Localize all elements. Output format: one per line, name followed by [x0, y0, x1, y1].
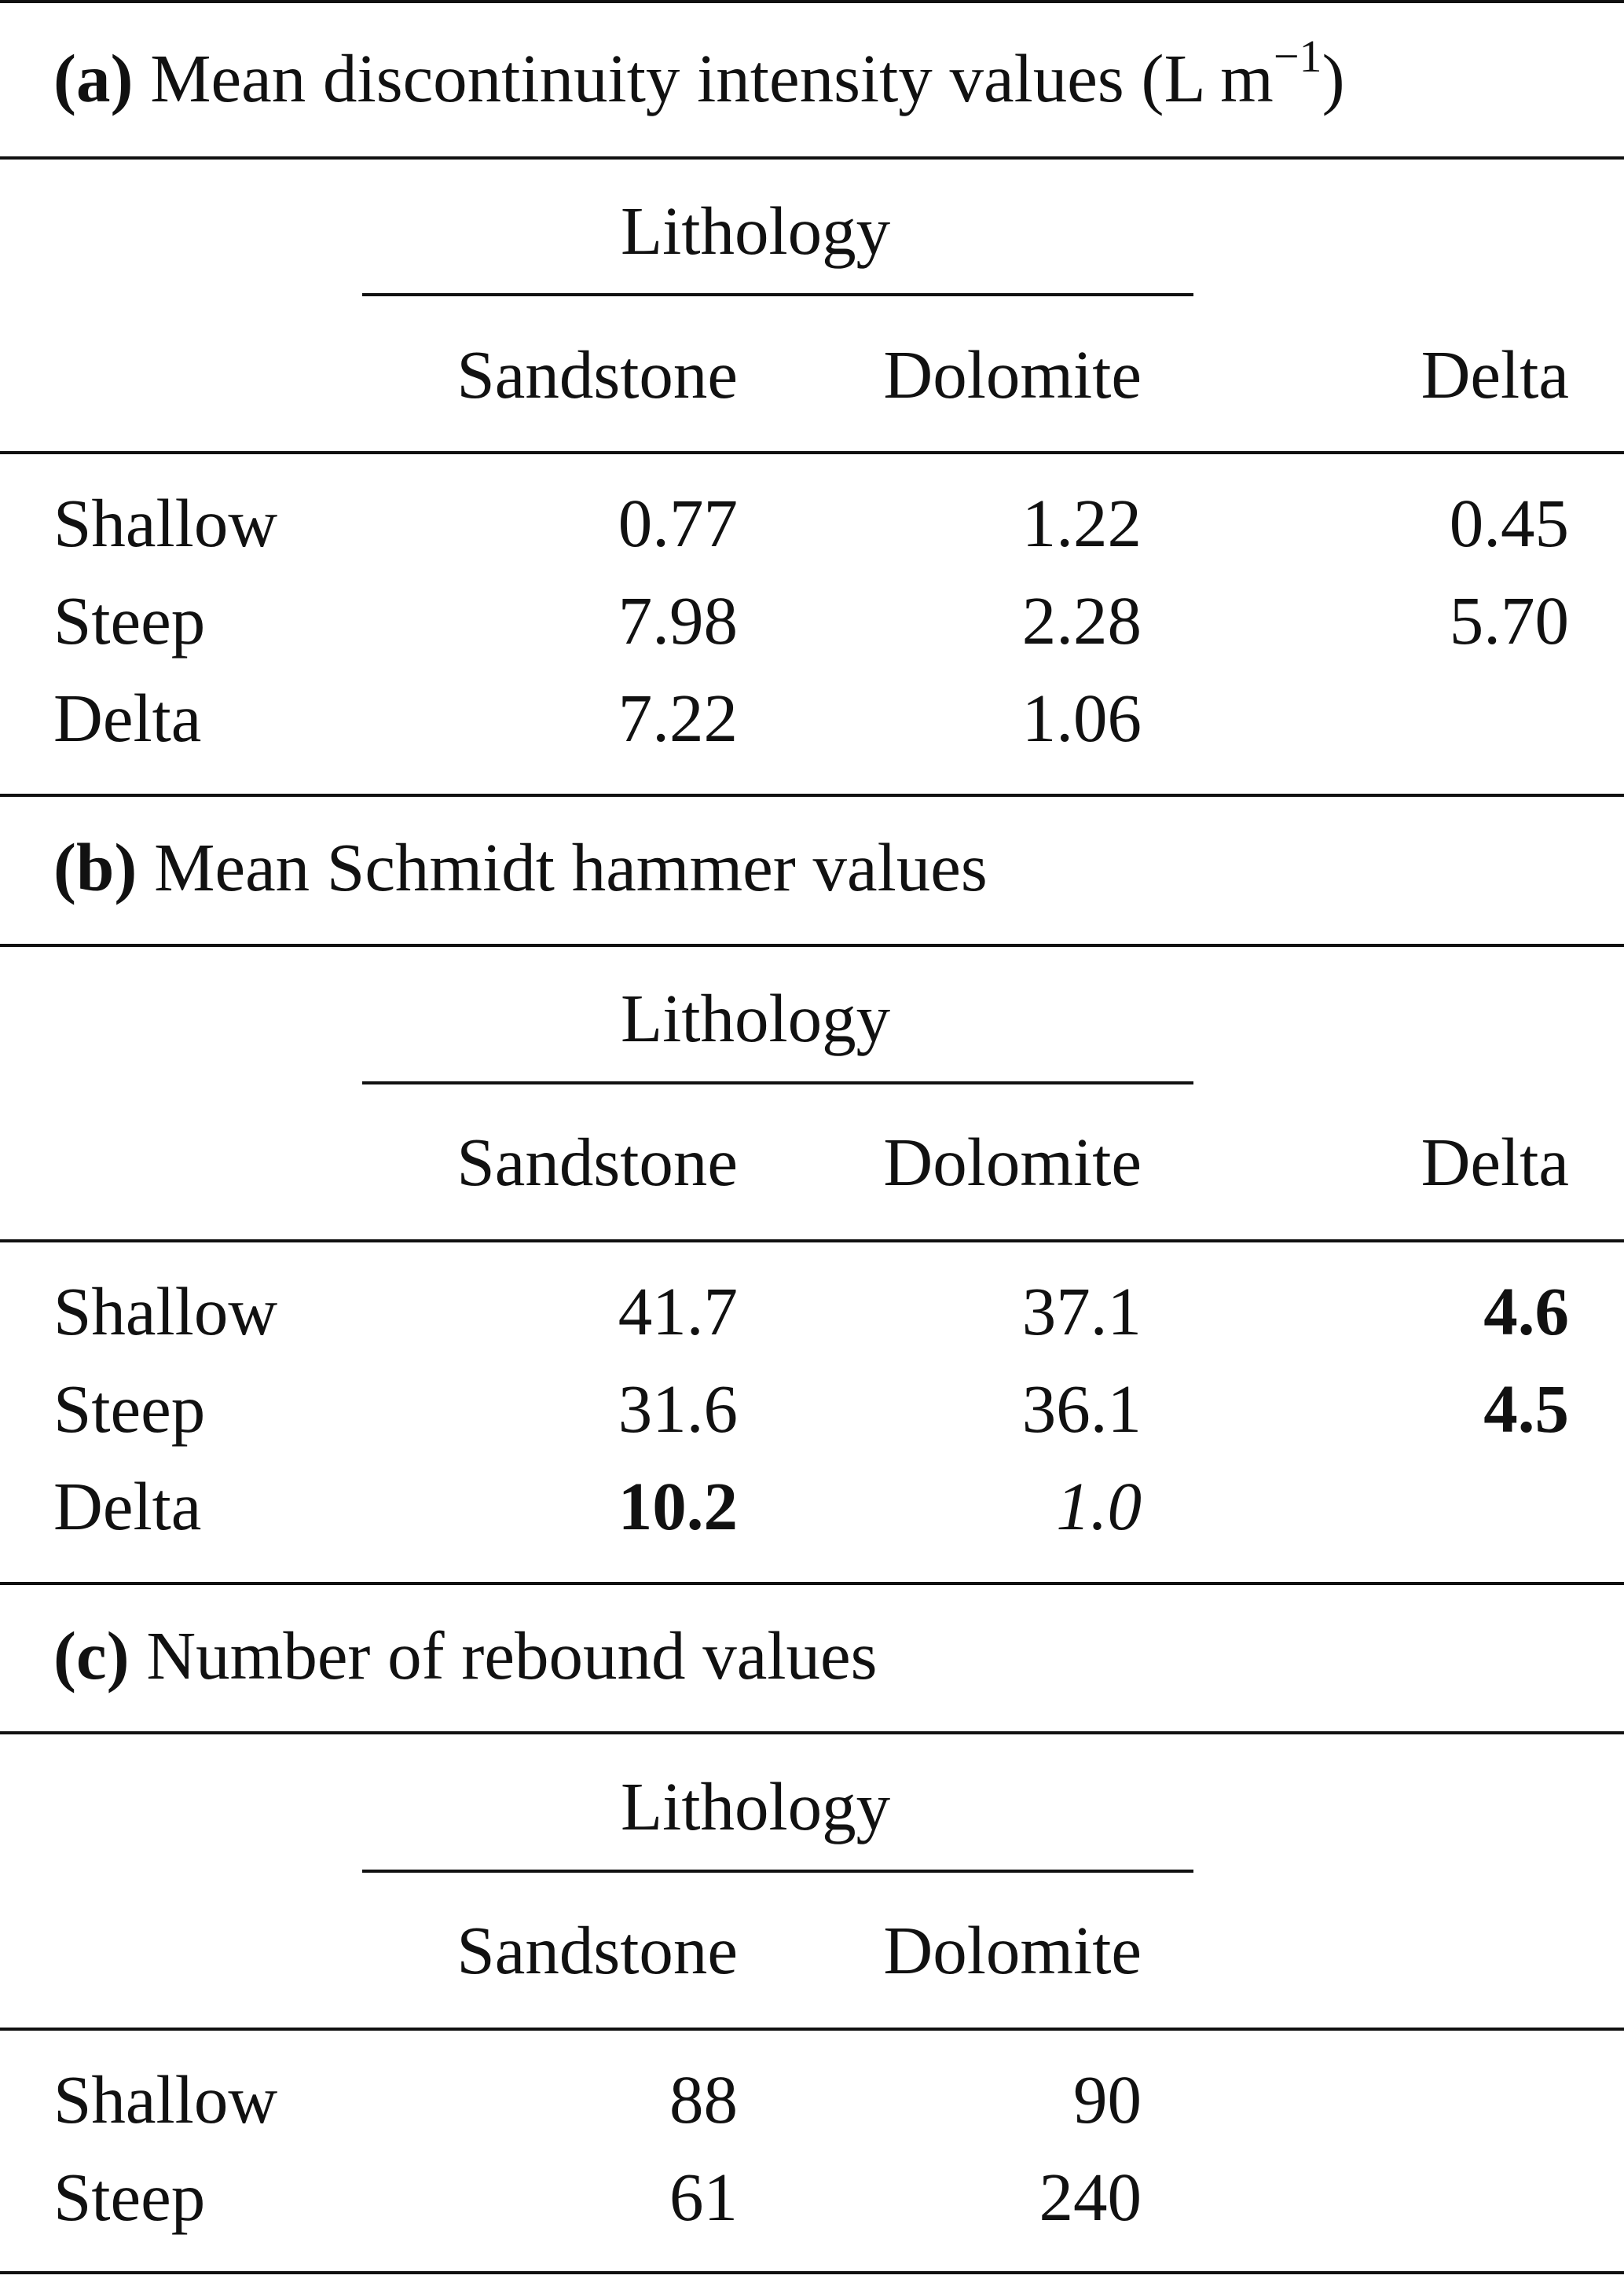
table-cell: 4.5 — [1483, 1371, 1569, 1447]
table-cell: 90 — [1073, 2061, 1142, 2138]
top-rule — [0, 0, 1624, 3]
section-b-label: (b) — [53, 829, 137, 905]
table-cell: 37.1 — [1021, 1273, 1142, 1349]
section-a-row-delta: Delta — [53, 680, 202, 756]
unit-superscript: −1 — [1273, 31, 1322, 82]
table-cell: 88 — [669, 2061, 738, 2138]
table-cell: 7.98 — [618, 582, 738, 659]
section-b-title-text: Mean Schmidt hammer values — [154, 829, 988, 905]
table-cell: 2.28 — [1021, 582, 1142, 659]
section-c-lithology-rule — [362, 1870, 1193, 1873]
section-b-title — [53, 829, 988, 905]
section-c-label: (c) — [53, 1617, 130, 1694]
section-b-row-shallow: Shallow — [53, 1273, 278, 1349]
section-b-lithology-header: Lithology — [621, 980, 891, 1056]
section-c-header-rule — [0, 2028, 1624, 2031]
section-c-col-dolomite: Dolomite — [883, 1912, 1142, 1988]
section-b-col-sandstone: Sandstone — [456, 1124, 738, 1200]
section-c-row-steep: Steep — [53, 2159, 206, 2235]
section-a-title-rule — [0, 156, 1624, 160]
table-cell: 1.06 — [1021, 680, 1142, 756]
section-c-row-shallow: Shallow — [53, 2061, 278, 2138]
section-c-lithology-header: Lithology — [621, 1768, 891, 1844]
section-a-col-delta: Delta — [1421, 336, 1569, 413]
section-a-header-rule — [0, 451, 1624, 454]
section-b-lithology-rule — [362, 1081, 1193, 1084]
table-cell: 240 — [1039, 2159, 1142, 2235]
section-a-label: (a) — [53, 40, 134, 116]
section-c-col-sandstone: Sandstone — [456, 1912, 738, 1988]
section-a-title — [53, 31, 1345, 116]
section-b-bottom-rule — [0, 1582, 1624, 1585]
table-cell: 10.2 — [618, 1468, 738, 1544]
table-cell: 4.6 — [1483, 1273, 1569, 1349]
section-a-title-close: ) — [1322, 40, 1345, 116]
bottom-rule — [0, 2271, 1624, 2274]
section-a-title-text: Mean discontinuity intensity values (L m — [150, 40, 1274, 116]
table-cell: 7.22 — [618, 680, 738, 756]
section-b-title-rule — [0, 944, 1624, 947]
table-cell: 1.22 — [1021, 485, 1142, 561]
section-b-row-delta: Delta — [53, 1468, 202, 1544]
section-a-lithology-header: Lithology — [621, 193, 891, 269]
table-cell: 61 — [669, 2159, 738, 2235]
section-a-bottom-rule — [0, 794, 1624, 797]
table-cell: 5.70 — [1449, 582, 1569, 659]
section-b-col-delta: Delta — [1421, 1124, 1569, 1200]
section-a-col-sandstone: Sandstone — [456, 336, 738, 413]
table-cell: 0.45 — [1449, 485, 1569, 561]
section-a-row-shallow: Shallow — [53, 485, 278, 561]
section-a-lithology-rule — [362, 293, 1193, 296]
table-cell: 31.6 — [618, 1371, 738, 1447]
section-a-col-dolomite: Dolomite — [883, 336, 1142, 413]
section-a-row-steep: Steep — [53, 582, 206, 659]
section-b-header-rule — [0, 1239, 1624, 1242]
table-cell: 41.7 — [618, 1273, 738, 1349]
section-c-title-text: Number of rebound values — [146, 1617, 878, 1694]
section-b-col-dolomite: Dolomite — [883, 1124, 1142, 1200]
section-b-row-steep: Steep — [53, 1371, 206, 1447]
table-cell: 36.1 — [1021, 1371, 1142, 1447]
section-c-title-rule — [0, 1731, 1624, 1734]
section-c-title — [53, 1617, 878, 1694]
table-cell: 1.0 — [1056, 1468, 1142, 1544]
table-cell: 0.77 — [618, 485, 738, 561]
